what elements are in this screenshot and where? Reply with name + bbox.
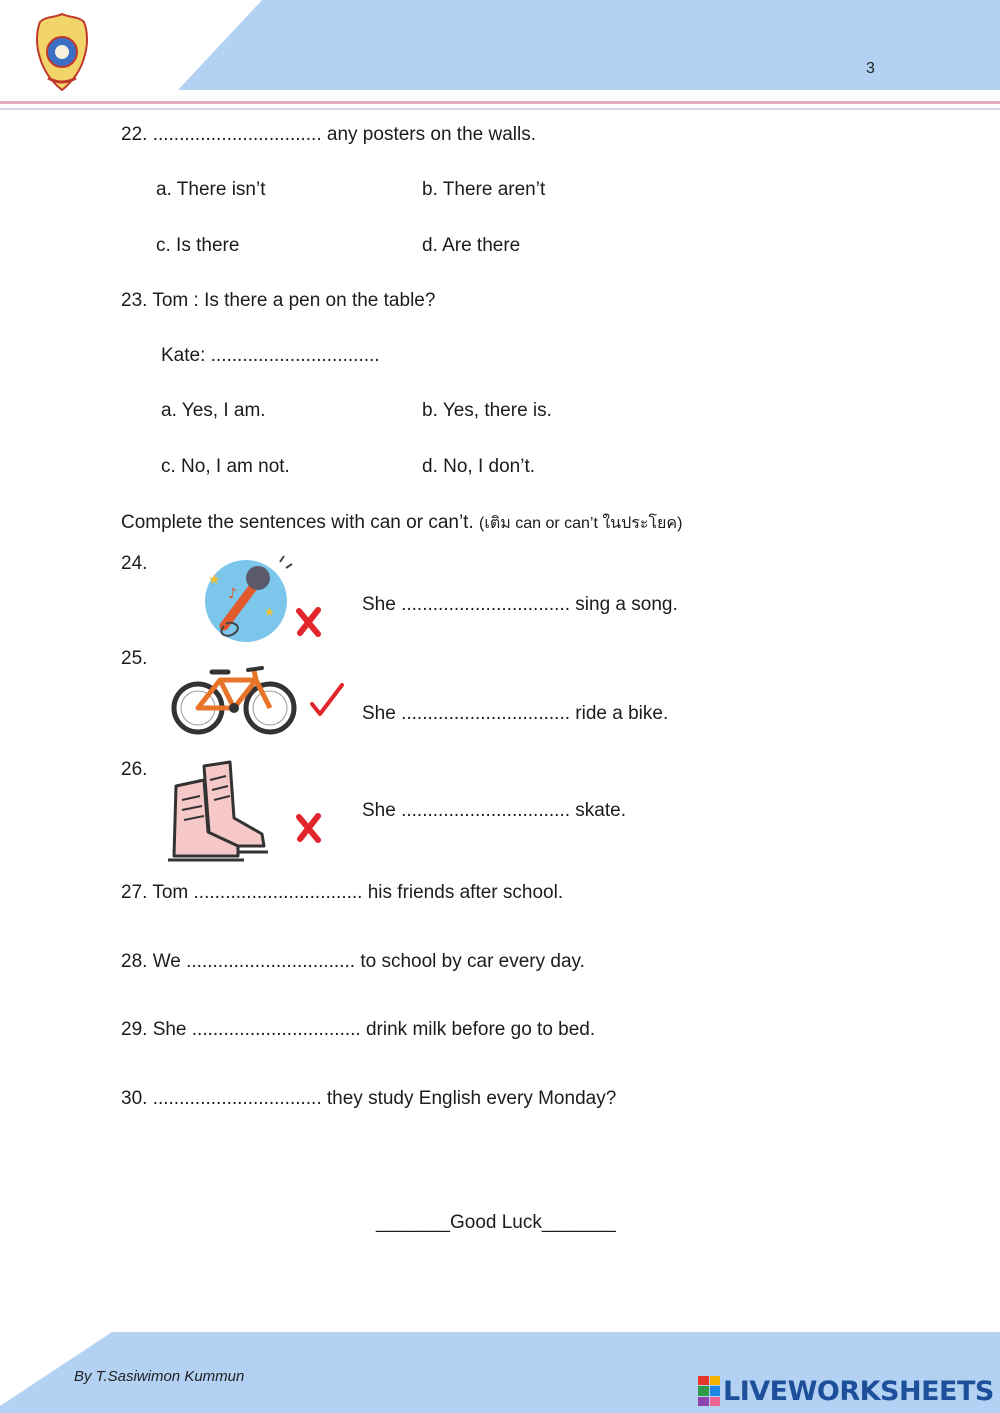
header-divider-pink <box>0 101 1000 104</box>
liveworksheets-logo <box>698 1374 994 1408</box>
item-25-sentence: She ................................ ride a bike. <box>362 703 669 724</box>
item-28: 28. We ................................ to school by car every day. <box>121 951 585 972</box>
item-24-sentence: She ................................ sing a song. <box>362 594 678 615</box>
item-25-number: 25. <box>121 648 148 669</box>
instruction-thai: (เติม can or can’t ในประโยค) <box>479 515 683 532</box>
section-instruction <box>121 511 682 536</box>
item-26-sentence: She ................................ skate. <box>362 800 626 821</box>
q23-reply: Kate: ................................ <box>161 345 380 366</box>
ice-skates-icon <box>164 756 288 862</box>
header-divider-grey <box>0 108 1000 110</box>
q22-option-a: a. There isn’t <box>156 179 266 200</box>
bicycle-icon <box>168 664 300 736</box>
cross-mark-icon <box>296 607 322 637</box>
page-number: 3 <box>866 60 875 77</box>
check-mark-icon <box>309 682 345 718</box>
brand-mark-icon <box>698 1376 720 1406</box>
svg-text:★: ★ <box>264 605 275 619</box>
item-30: 30. ................................ they study English every Monday? <box>121 1088 617 1109</box>
q23-option-a: a. Yes, I am. <box>161 400 266 421</box>
item-24-number: 24. <box>121 553 148 574</box>
school-crest-icon <box>34 12 90 92</box>
q22-option-d: d. Are there <box>422 235 521 256</box>
q23-stem: 23. Tom : Is there a pen on the table? <box>121 290 436 311</box>
q22-option-b: b. There aren’t <box>422 179 546 200</box>
item-29: 29. She ................................ drink milk before go to bed. <box>121 1019 596 1040</box>
item-26-number: 26. <box>121 759 148 780</box>
svg-text:♪: ♪ <box>228 586 237 602</box>
q23-option-b: b. Yes, there is. <box>422 400 552 421</box>
header-band <box>0 0 1000 90</box>
good-luck: _______Good Luck_______ <box>376 1212 616 1233</box>
svg-text:★: ★ <box>208 572 221 588</box>
q23-option-c: c. No, I am not. <box>161 456 290 477</box>
brand-name: LIVEWORKSHEETS <box>723 1375 994 1407</box>
q22-option-c: c. Is there <box>156 235 240 256</box>
q23-option-d: d. No, I don’t. <box>422 456 536 477</box>
cross-mark-icon <box>296 813 322 843</box>
instruction-text: Complete the sentences with can or can’t. <box>121 512 474 533</box>
item-27: 27. Tom ................................ his friends after school. <box>121 882 564 903</box>
author-credit: By T.Sasiwimon Kummun <box>74 1368 245 1385</box>
q22-stem: 22. ................................ any posters on the walls. <box>121 124 537 145</box>
microphone-icon <box>198 554 294 646</box>
